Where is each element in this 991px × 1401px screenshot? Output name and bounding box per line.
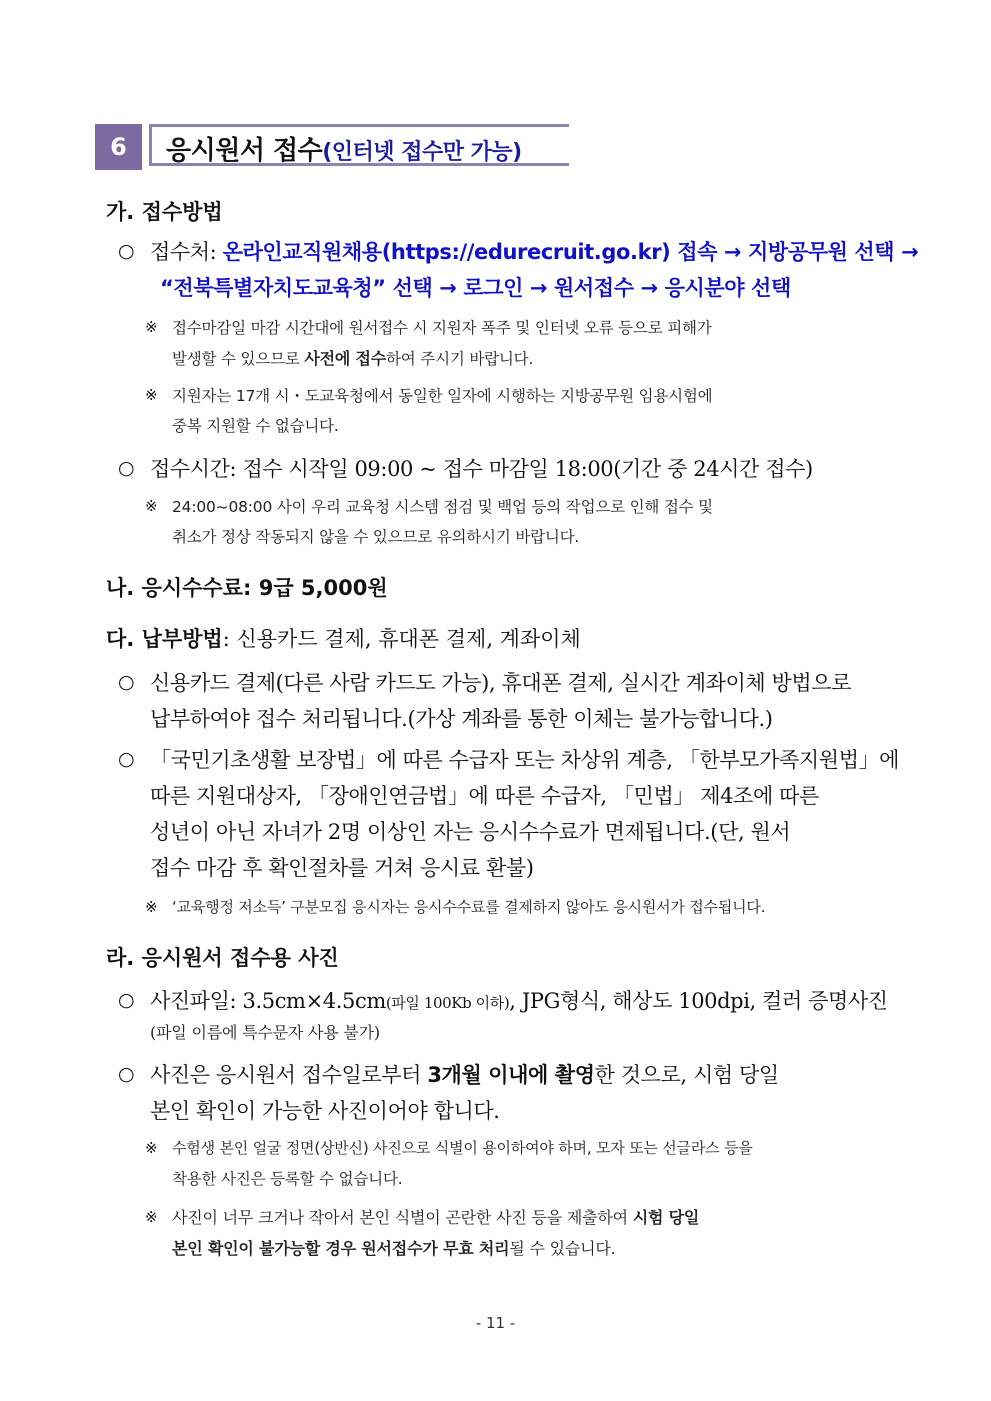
ra-note2-line2 — [172, 1236, 616, 1259]
circle-bullet: ○ — [118, 457, 135, 479]
circle-bullet: ○ — [118, 671, 135, 693]
ra-item1-line1-c: , JPG형식, 해상도 100dpi, 컬러 증명사진 — [509, 989, 888, 1013]
ra-item2-line1-a: 사진은 응시원서 접수일로부터 — [150, 1063, 428, 1087]
ga-note3-line2: 취소가 정상 작동되지 않을 수 있으므로 유의하시기 바랍니다. — [172, 528, 580, 546]
da-item2-line4: 접수 마감 후 확인절차를 거쳐 응시료 환불) — [150, 856, 534, 880]
circle-bullet: ○ — [118, 748, 135, 770]
ga-item1-prefix: 접수처: — [150, 240, 223, 264]
heading-da-rest: : 신용카드 결제, 휴대폰 결제, 계좌이체 — [222, 627, 581, 651]
ra-item2-line1-c: 한 것으로, 시험 당일 — [594, 1063, 779, 1087]
ra-note1-line2: 착용한 사진은 등록할 수 없습니다. — [172, 1170, 403, 1188]
heading-ra: 라. 응시원서 접수용 사진 — [106, 946, 339, 970]
section-subtitle: (인터넷 접수만 가능) — [322, 140, 522, 165]
ga-note2-line2: 중복 지원할 수 없습니다. — [172, 417, 339, 435]
note-mark: ※ — [145, 898, 158, 916]
ra-note2-line2-bold: 본인 확인이 불가능할 경우 원서접수가 무효 처리 — [172, 1239, 510, 1258]
ga-note1-line2 — [172, 346, 533, 369]
ra-item1-line1-a: 사진파일: 3.5cm×4.5cm — [150, 989, 386, 1013]
ra-item2-line1-bold: 3개월 이내에 촬영 — [427, 1063, 595, 1087]
da-item1-line2: 납부하여야 접수 처리됩니다.(가상 계좌를 통한 이체는 불가능합니다.) — [150, 707, 773, 731]
note-mark: ※ — [145, 386, 158, 404]
ga-item2: 접수시간: 접수 시작일 09:00 ~ 접수 마감일 18:00(기간 중 24시간 접수) — [150, 457, 813, 481]
heading-da-title: 다. 납부방법 — [106, 627, 223, 651]
section-number-badge: 6 — [95, 124, 142, 170]
note-mark: ※ — [145, 497, 158, 515]
ra-note2-line1-a: 사진이 너무 크거나 작아서 본인 식별이 곤란한 사진 등을 제출하여 — [172, 1208, 633, 1227]
section-title-main: 응시원서 접수 — [166, 136, 323, 166]
page-number: - 11 - — [475, 1314, 516, 1332]
ra-note2-line1 — [172, 1205, 699, 1228]
ra-item2-line1 — [150, 1059, 779, 1089]
circle-bullet: ○ — [118, 989, 135, 1011]
da-note1: ‘교육행정 저소득’ 구분모집 응시자는 응시수수료를 결제하지 않아도 응시원서가 접수됩니다. — [172, 898, 766, 916]
ra-note1-line1: 수험생 본인 얼굴 정면(상반신) 사진으로 식별이 용이하여야 하며, 모자 또는 선글라스 등을 — [172, 1139, 753, 1157]
note-mark: ※ — [145, 1139, 158, 1157]
ga-note3-line1: 24:00~08:00 사이 우리 교육청 시스템 점검 및 백업 등의 작업으로 인해 접수 및 — [172, 498, 713, 516]
ra-note2-line2-b: 될 수 있습니다. — [509, 1239, 616, 1258]
section-title — [166, 130, 522, 167]
ra-item1-line2: (파일 이름에 특수문자 사용 불가) — [150, 1023, 380, 1042]
circle-bullet: ○ — [118, 1063, 135, 1085]
note-mark: ※ — [145, 318, 158, 336]
da-item2-line3: 성년이 아닌 자녀가 2명 이상인 자는 응시수수료가 면제됩니다.(단, 원서 — [150, 820, 791, 844]
ga-item1-route-line2: “전북특별자치도교육청” 선택 → 로그인 → 원서접수 → 응시분야 선택 — [160, 276, 791, 300]
ga-note1-line2-bold: 사전에 접수 — [304, 349, 387, 368]
note-mark: ※ — [145, 1208, 158, 1226]
heading-na: 나. 응시수수료: 9급 5,000원 — [106, 576, 388, 600]
ga-note2-line1: 지원자는 17개 시・도교육청에서 동일한 일자에 시행하는 지방공무원 임용시험에 — [172, 387, 713, 405]
ga-item1-route-line1: 온라인교직원채용(https://edurecruit.go.kr) 접속 → 지방공무원 선택 → — [222, 240, 919, 264]
ra-item1-line1-b: (파일 100Kb 이하) — [385, 994, 510, 1012]
heading-ga: 가. 접수방법 — [106, 200, 223, 224]
circle-bullet: ○ — [118, 240, 135, 262]
section-header — [95, 124, 570, 170]
section-title-box — [149, 124, 569, 166]
ga-item1-line1 — [150, 236, 918, 266]
ga-note1-line2-a: 발생할 수 있으므로 — [172, 350, 305, 368]
da-item2-line2: 따른 지원대상자, 「장애인연금법」에 따른 수급자, 「민법」 제4조에 따른 — [150, 784, 819, 808]
ra-item1-line1 — [150, 985, 888, 1015]
ga-note1-line1: 접수마감일 마감 시간대에 원서접수 시 지원자 폭주 및 인터넷 오류 등으로 피해가 — [172, 319, 712, 337]
ra-item2-line2: 본인 확인이 가능한 사진이어야 합니다. — [150, 1099, 500, 1123]
da-item1-line1: 신용카드 결제(다른 사람 카드도 가능), 휴대폰 결제, 실시간 계좌이체 방법으로 — [150, 671, 852, 695]
heading-da — [106, 623, 581, 653]
ga-note1-line2-c: 하여 주시기 바랍니다. — [386, 350, 534, 368]
da-item2-line1: 「국민기초생활 보장법」에 따른 수급자 또는 차상위 계층, 「한부모가족지원법」에 — [150, 748, 900, 772]
ra-note2-line1-bold: 시험 당일 — [632, 1208, 700, 1227]
